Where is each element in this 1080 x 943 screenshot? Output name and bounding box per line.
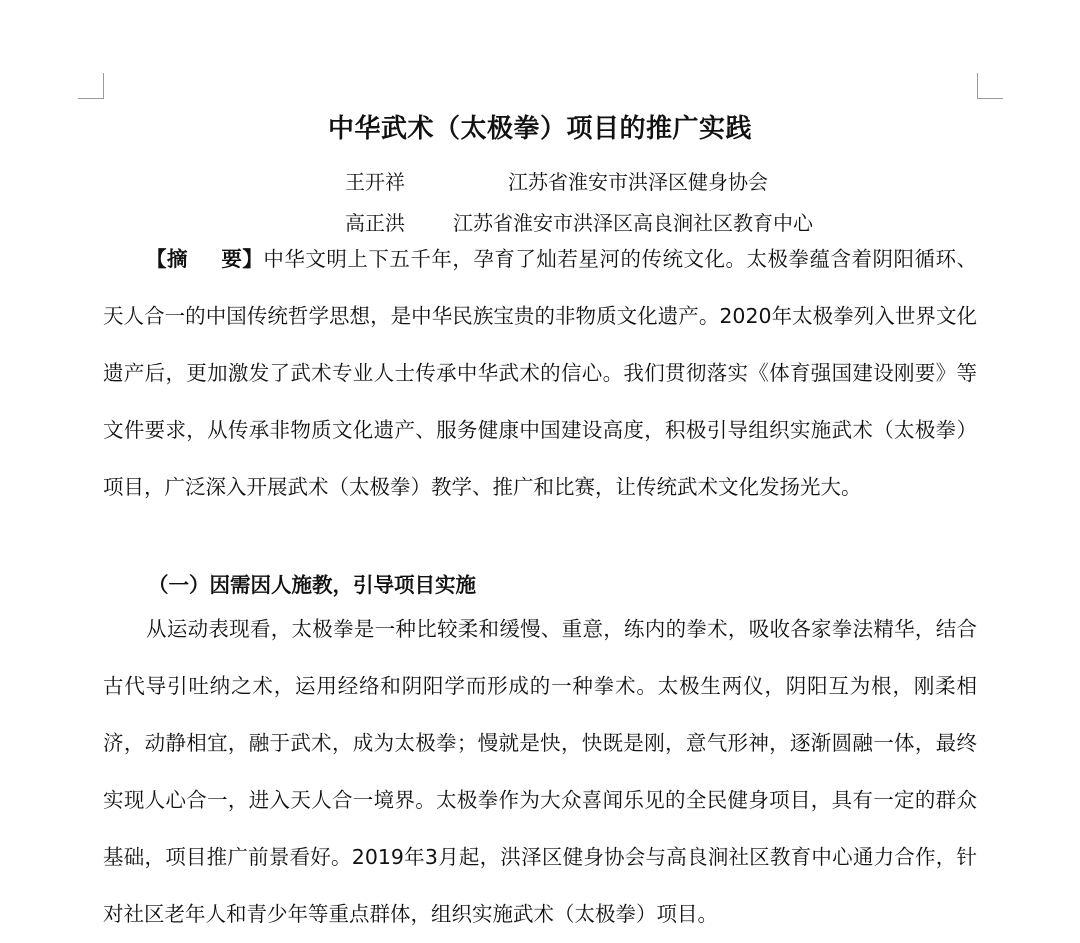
abstract-paragraph (103, 231, 977, 516)
margin-corner-top-right (977, 73, 1003, 99)
abstract-text: 中华文明上下五千年，孕育了灿若星河的传统文化。太极拳蕴含着阴阳循环、天人合一的中国传统哲学思想，是中华民族宝贵的非物质文化遗产。2020年太极拳列入世界文化遗产后，更加激发了武术专业人士传承中华武术的信心。我们贯彻落实《体育强国建设刚要》等文件要求，从传承非物质文化遗产、服务健康中国建设高度，积极引导组织实施武术（太极拳）项目，广泛深入开展武术（太极拳）教学、推广和比赛，让传统武术文化发扬光大。 (103, 247, 978, 499)
abstract-label-right: 要】 (220, 247, 264, 271)
abstract-label-left: 【摘 (146, 247, 189, 271)
author-name-2: 高正洪 (345, 211, 405, 235)
author-affiliation-2: 江苏省淮安市洪泽区高良涧社区教育中心 (453, 211, 813, 235)
margin-corner-top-left (78, 73, 104, 99)
abstract-label (146, 247, 263, 271)
section-heading: （一）因需因人施教，引导项目实施 (148, 573, 476, 597)
author-affiliation-1: 江苏省淮安市洪泽区健身协会 (508, 170, 768, 194)
author-name-1: 王开祥 (345, 170, 405, 194)
body-paragraph-1: 从运动表现看，太极拳是一种比较柔和缓慢、重意，练内的拳术，吸收各家拳法精华，结合古代导引吐纳之术，运用经络和阴阳学而形成的一种拳术。太极生两仪，阴阳互为根，刚柔相济，动静相宜，融于武术，成为太极拳；慢就是快，快既是刚，意气形神，逐渐圆融一体，最终实现人心合一，进入天人合一境界。太极拳作为大众喜闻乐见的全民健身项目，具有一定的群众基础，项目推广前景看好。2019年3月起，洪泽区健身协会与高良涧社区教育中心通力合作，针对社区老年人和青少年等重点群体，组织实施武术（太极拳）项目。 (103, 617, 977, 926)
document-title: 中华武术（太极拳）项目的推广实践 (327, 114, 752, 144)
